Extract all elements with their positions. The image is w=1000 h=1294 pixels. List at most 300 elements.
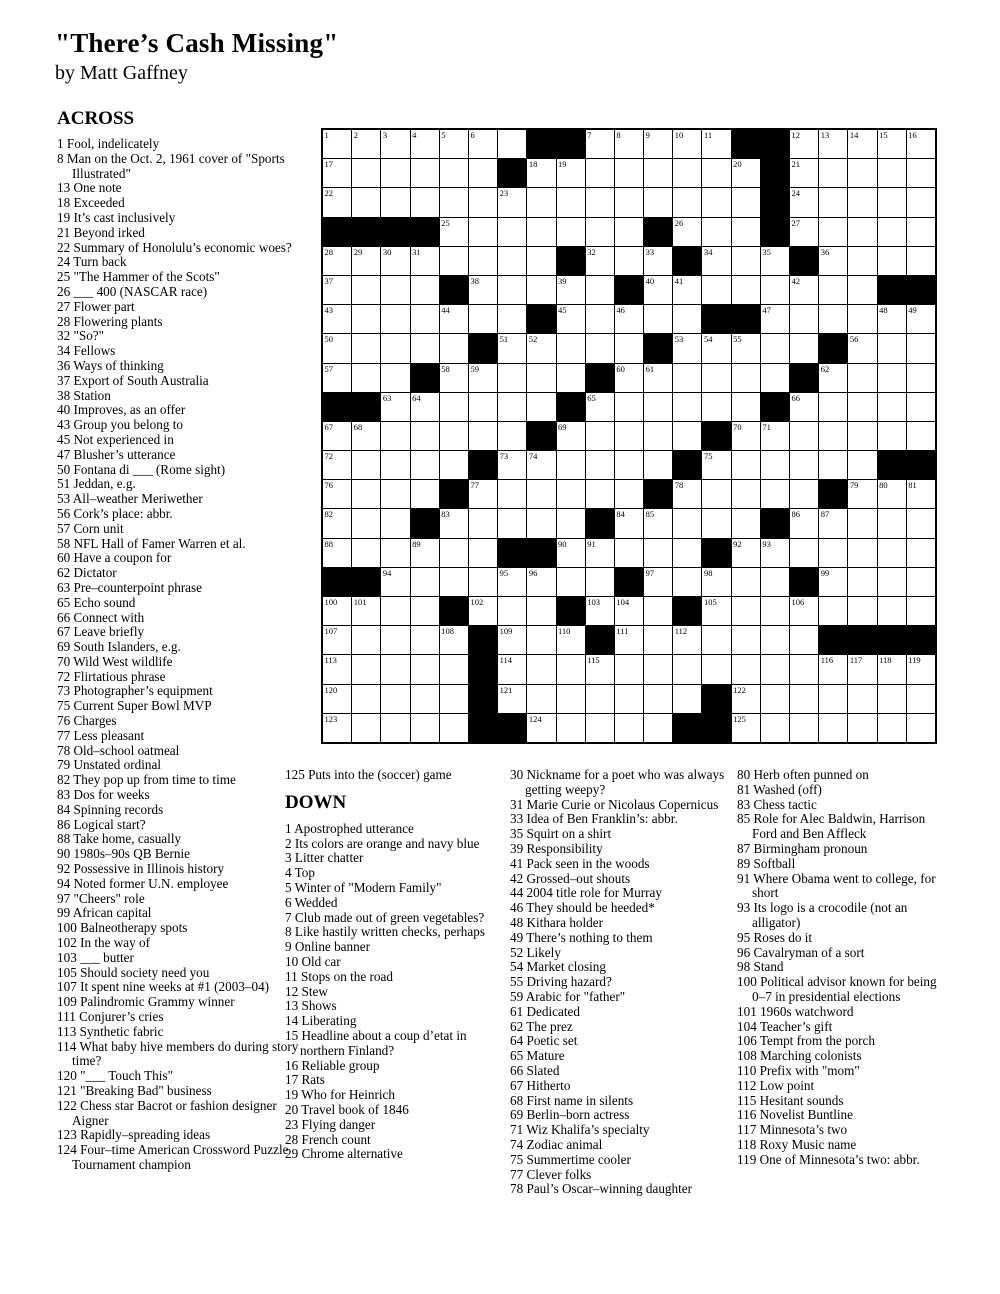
grid-cell-r20-c15[interactable] bbox=[732, 685, 760, 713]
grid-cell-r18-c11[interactable] bbox=[615, 626, 643, 654]
grid-cell-r10-c8[interactable] bbox=[527, 393, 555, 421]
grid-cell-r15-c21[interactable] bbox=[907, 539, 935, 567]
grid-cell-r10-c21[interactable] bbox=[907, 393, 935, 421]
grid-cell-r5-c16[interactable] bbox=[761, 247, 789, 275]
grid-cell-r11-c1[interactable] bbox=[323, 422, 351, 450]
grid-cell-r2-c13[interactable] bbox=[673, 159, 701, 187]
grid-cell-r15-c16[interactable] bbox=[761, 539, 789, 567]
grid-cell-r17-c6[interactable] bbox=[469, 597, 497, 625]
grid-cell-r6-c19[interactable] bbox=[848, 276, 876, 304]
grid-cell-r14-c7[interactable] bbox=[498, 509, 526, 537]
grid-cell-r19-c5[interactable] bbox=[440, 655, 468, 683]
grid-cell-r4-c14[interactable] bbox=[702, 218, 730, 246]
grid-cell-r12-c3[interactable] bbox=[381, 451, 409, 479]
grid-cell-r19-c1[interactable] bbox=[323, 655, 351, 683]
grid-cell-r2-c2[interactable] bbox=[352, 159, 380, 187]
grid-cell-r5-c18[interactable] bbox=[819, 247, 847, 275]
grid-cell-r8-c9[interactable] bbox=[557, 334, 585, 362]
grid-cell-r9-c7[interactable] bbox=[498, 364, 526, 392]
grid-cell-r12-c9[interactable] bbox=[557, 451, 585, 479]
grid-cell-r9-c15[interactable] bbox=[732, 364, 760, 392]
crossword-grid[interactable] bbox=[321, 128, 937, 744]
grid-cell-r7-c17[interactable] bbox=[790, 305, 818, 333]
grid-cell-r6-c4[interactable] bbox=[411, 276, 439, 304]
grid-cell-r3-c18[interactable] bbox=[819, 188, 847, 216]
grid-cell-r12-c8[interactable] bbox=[527, 451, 555, 479]
grid-cell-r5-c3[interactable] bbox=[381, 247, 409, 275]
grid-cell-r11-c13[interactable] bbox=[673, 422, 701, 450]
grid-cell-r4-c21[interactable] bbox=[907, 218, 935, 246]
grid-cell-r13-c1[interactable] bbox=[323, 480, 351, 508]
grid-cell-r21-c19[interactable] bbox=[848, 714, 876, 742]
grid-cell-r10-c12[interactable] bbox=[644, 393, 672, 421]
grid-cell-r10-c10[interactable] bbox=[586, 393, 614, 421]
grid-cell-r18-c12[interactable] bbox=[644, 626, 672, 654]
grid-cell-r8-c16[interactable] bbox=[761, 334, 789, 362]
grid-cell-r12-c2[interactable] bbox=[352, 451, 380, 479]
grid-cell-r16-c12[interactable] bbox=[644, 568, 672, 596]
grid-cell-r1-c3[interactable] bbox=[381, 130, 409, 158]
grid-cell-r17-c7[interactable] bbox=[498, 597, 526, 625]
grid-cell-r20-c7[interactable] bbox=[498, 685, 526, 713]
grid-cell-r9-c19[interactable] bbox=[848, 364, 876, 392]
grid-cell-r4-c7[interactable] bbox=[498, 218, 526, 246]
grid-cell-r1-c7[interactable] bbox=[498, 130, 526, 158]
grid-cell-r8-c17[interactable] bbox=[790, 334, 818, 362]
grid-cell-r13-c6[interactable] bbox=[469, 480, 497, 508]
grid-cell-r9-c12[interactable] bbox=[644, 364, 672, 392]
grid-cell-r17-c8[interactable] bbox=[527, 597, 555, 625]
grid-cell-r16-c6[interactable] bbox=[469, 568, 497, 596]
grid-cell-r6-c3[interactable] bbox=[381, 276, 409, 304]
grid-cell-r8-c21[interactable] bbox=[907, 334, 935, 362]
grid-cell-r8-c15[interactable] bbox=[732, 334, 760, 362]
grid-cell-r13-c11[interactable] bbox=[615, 480, 643, 508]
grid-cell-r1-c17[interactable] bbox=[790, 130, 818, 158]
grid-cell-r14-c5[interactable] bbox=[440, 509, 468, 537]
grid-cell-r13-c3[interactable] bbox=[381, 480, 409, 508]
grid-cell-r16-c14[interactable] bbox=[702, 568, 730, 596]
grid-cell-r20-c11[interactable] bbox=[615, 685, 643, 713]
grid-cell-r19-c20[interactable] bbox=[878, 655, 906, 683]
grid-cell-r12-c4[interactable] bbox=[411, 451, 439, 479]
grid-cell-r11-c15[interactable] bbox=[732, 422, 760, 450]
grid-cell-r3-c1[interactable] bbox=[323, 188, 351, 216]
grid-cell-r1-c10[interactable] bbox=[586, 130, 614, 158]
grid-cell-r14-c8[interactable] bbox=[527, 509, 555, 537]
grid-cell-r15-c12[interactable] bbox=[644, 539, 672, 567]
grid-cell-r10-c20[interactable] bbox=[878, 393, 906, 421]
grid-cell-r5-c5[interactable] bbox=[440, 247, 468, 275]
grid-cell-r10-c3[interactable] bbox=[381, 393, 409, 421]
grid-cell-r3-c4[interactable] bbox=[411, 188, 439, 216]
grid-cell-r4-c13[interactable] bbox=[673, 218, 701, 246]
grid-cell-r21-c8[interactable] bbox=[527, 714, 555, 742]
grid-cell-r17-c3[interactable] bbox=[381, 597, 409, 625]
grid-cell-r12-c16[interactable] bbox=[761, 451, 789, 479]
grid-cell-r15-c18[interactable] bbox=[819, 539, 847, 567]
grid-cell-r12-c10[interactable] bbox=[586, 451, 614, 479]
grid-cell-r19-c7[interactable] bbox=[498, 655, 526, 683]
grid-cell-r20-c19[interactable] bbox=[848, 685, 876, 713]
grid-cell-r12-c1[interactable] bbox=[323, 451, 351, 479]
grid-cell-r16-c21[interactable] bbox=[907, 568, 935, 596]
grid-cell-r21-c4[interactable] bbox=[411, 714, 439, 742]
grid-cell-r2-c4[interactable] bbox=[411, 159, 439, 187]
grid-cell-r4-c8[interactable] bbox=[527, 218, 555, 246]
grid-cell-r3-c19[interactable] bbox=[848, 188, 876, 216]
grid-cell-r15-c15[interactable] bbox=[732, 539, 760, 567]
grid-cell-r11-c4[interactable] bbox=[411, 422, 439, 450]
grid-cell-r15-c9[interactable] bbox=[557, 539, 585, 567]
grid-cell-r7-c13[interactable] bbox=[673, 305, 701, 333]
grid-cell-r8-c2[interactable] bbox=[352, 334, 380, 362]
grid-cell-r15-c11[interactable] bbox=[615, 539, 643, 567]
grid-cell-r9-c20[interactable] bbox=[878, 364, 906, 392]
grid-cell-r7-c7[interactable] bbox=[498, 305, 526, 333]
grid-cell-r12-c5[interactable] bbox=[440, 451, 468, 479]
grid-cell-r18-c3[interactable] bbox=[381, 626, 409, 654]
grid-cell-r21-c21[interactable] bbox=[907, 714, 935, 742]
grid-cell-r20-c5[interactable] bbox=[440, 685, 468, 713]
grid-cell-r11-c3[interactable] bbox=[381, 422, 409, 450]
grid-cell-r18-c9[interactable] bbox=[557, 626, 585, 654]
grid-cell-r7-c9[interactable] bbox=[557, 305, 585, 333]
grid-cell-r20-c1[interactable] bbox=[323, 685, 351, 713]
grid-cell-r17-c20[interactable] bbox=[878, 597, 906, 625]
grid-cell-r9-c6[interactable] bbox=[469, 364, 497, 392]
grid-cell-r16-c3[interactable] bbox=[381, 568, 409, 596]
grid-cell-r7-c16[interactable] bbox=[761, 305, 789, 333]
grid-cell-r20-c10[interactable] bbox=[586, 685, 614, 713]
grid-cell-r6-c18[interactable] bbox=[819, 276, 847, 304]
grid-cell-r16-c15[interactable] bbox=[732, 568, 760, 596]
grid-cell-r2-c14[interactable] bbox=[702, 159, 730, 187]
grid-cell-r16-c18[interactable] bbox=[819, 568, 847, 596]
grid-cell-r16-c8[interactable] bbox=[527, 568, 555, 596]
grid-cell-r12-c11[interactable] bbox=[615, 451, 643, 479]
grid-cell-r16-c5[interactable] bbox=[440, 568, 468, 596]
grid-cell-r17-c11[interactable] bbox=[615, 597, 643, 625]
grid-cell-r2-c18[interactable] bbox=[819, 159, 847, 187]
grid-cell-r14-c1[interactable] bbox=[323, 509, 351, 537]
grid-cell-r21-c11[interactable] bbox=[615, 714, 643, 742]
grid-cell-r3-c21[interactable] bbox=[907, 188, 935, 216]
grid-cell-r3-c20[interactable] bbox=[878, 188, 906, 216]
grid-cell-r2-c19[interactable] bbox=[848, 159, 876, 187]
grid-cell-r16-c19[interactable] bbox=[848, 568, 876, 596]
grid-cell-r19-c21[interactable] bbox=[907, 655, 935, 683]
grid-cell-r6-c13[interactable] bbox=[673, 276, 701, 304]
grid-cell-r14-c14[interactable] bbox=[702, 509, 730, 537]
grid-cell-r6-c16[interactable] bbox=[761, 276, 789, 304]
grid-cell-r1-c11[interactable] bbox=[615, 130, 643, 158]
grid-cell-r14-c20[interactable] bbox=[878, 509, 906, 537]
grid-cell-r20-c8[interactable] bbox=[527, 685, 555, 713]
grid-cell-r18-c1[interactable] bbox=[323, 626, 351, 654]
grid-cell-r3-c12[interactable] bbox=[644, 188, 672, 216]
grid-cell-r17-c12[interactable] bbox=[644, 597, 672, 625]
grid-cell-r5-c6[interactable] bbox=[469, 247, 497, 275]
grid-cell-r13-c8[interactable] bbox=[527, 480, 555, 508]
grid-cell-r19-c3[interactable] bbox=[381, 655, 409, 683]
grid-cell-r18-c2[interactable] bbox=[352, 626, 380, 654]
grid-cell-r19-c8[interactable] bbox=[527, 655, 555, 683]
grid-cell-r20-c20[interactable] bbox=[878, 685, 906, 713]
grid-cell-r20-c16[interactable] bbox=[761, 685, 789, 713]
grid-cell-r3-c7[interactable] bbox=[498, 188, 526, 216]
grid-cell-r19-c12[interactable] bbox=[644, 655, 672, 683]
grid-cell-r9-c9[interactable] bbox=[557, 364, 585, 392]
grid-cell-r10-c15[interactable] bbox=[732, 393, 760, 421]
grid-cell-r15-c2[interactable] bbox=[352, 539, 380, 567]
grid-cell-r10-c11[interactable] bbox=[615, 393, 643, 421]
grid-cell-r17-c10[interactable] bbox=[586, 597, 614, 625]
grid-cell-r6-c14[interactable] bbox=[702, 276, 730, 304]
grid-cell-r21-c9[interactable] bbox=[557, 714, 585, 742]
grid-cell-r20-c12[interactable] bbox=[644, 685, 672, 713]
grid-cell-r13-c21[interactable] bbox=[907, 480, 935, 508]
grid-cell-r20-c4[interactable] bbox=[411, 685, 439, 713]
grid-cell-r9-c2[interactable] bbox=[352, 364, 380, 392]
grid-cell-r1-c14[interactable] bbox=[702, 130, 730, 158]
grid-cell-r21-c3[interactable] bbox=[381, 714, 409, 742]
grid-cell-r1-c21[interactable] bbox=[907, 130, 935, 158]
grid-cell-r2-c21[interactable] bbox=[907, 159, 935, 187]
grid-cell-r3-c14[interactable] bbox=[702, 188, 730, 216]
grid-cell-r14-c17[interactable] bbox=[790, 509, 818, 537]
grid-cell-r19-c9[interactable] bbox=[557, 655, 585, 683]
grid-cell-r21-c15[interactable] bbox=[732, 714, 760, 742]
grid-cell-r6-c6[interactable] bbox=[469, 276, 497, 304]
grid-cell-r13-c9[interactable] bbox=[557, 480, 585, 508]
grid-cell-r14-c9[interactable] bbox=[557, 509, 585, 537]
grid-cell-r2-c8[interactable] bbox=[527, 159, 555, 187]
grid-cell-r9-c18[interactable] bbox=[819, 364, 847, 392]
grid-cell-r21-c20[interactable] bbox=[878, 714, 906, 742]
grid-cell-r15-c3[interactable] bbox=[381, 539, 409, 567]
grid-cell-r6-c12[interactable] bbox=[644, 276, 672, 304]
grid-cell-r2-c3[interactable] bbox=[381, 159, 409, 187]
grid-cell-r8-c3[interactable] bbox=[381, 334, 409, 362]
grid-cell-r21-c17[interactable] bbox=[790, 714, 818, 742]
grid-cell-r11-c9[interactable] bbox=[557, 422, 585, 450]
grid-cell-r7-c5[interactable] bbox=[440, 305, 468, 333]
grid-cell-r8-c4[interactable] bbox=[411, 334, 439, 362]
grid-cell-r3-c3[interactable] bbox=[381, 188, 409, 216]
grid-cell-r11-c17[interactable] bbox=[790, 422, 818, 450]
grid-cell-r11-c20[interactable] bbox=[878, 422, 906, 450]
grid-cell-r20-c9[interactable] bbox=[557, 685, 585, 713]
grid-cell-r7-c1[interactable] bbox=[323, 305, 351, 333]
grid-cell-r15-c17[interactable] bbox=[790, 539, 818, 567]
grid-cell-r18-c8[interactable] bbox=[527, 626, 555, 654]
grid-cell-r18-c17[interactable] bbox=[790, 626, 818, 654]
grid-cell-r21-c16[interactable] bbox=[761, 714, 789, 742]
grid-cell-r10-c18[interactable] bbox=[819, 393, 847, 421]
grid-cell-r7-c3[interactable] bbox=[381, 305, 409, 333]
grid-cell-r5-c20[interactable] bbox=[878, 247, 906, 275]
grid-cell-r5-c8[interactable] bbox=[527, 247, 555, 275]
grid-cell-r9-c11[interactable] bbox=[615, 364, 643, 392]
grid-cell-r3-c6[interactable] bbox=[469, 188, 497, 216]
grid-cell-r13-c17[interactable] bbox=[790, 480, 818, 508]
grid-cell-r6-c17[interactable] bbox=[790, 276, 818, 304]
grid-cell-r5-c4[interactable] bbox=[411, 247, 439, 275]
grid-cell-r13-c15[interactable] bbox=[732, 480, 760, 508]
grid-cell-r3-c13[interactable] bbox=[673, 188, 701, 216]
grid-cell-r16-c4[interactable] bbox=[411, 568, 439, 596]
grid-cell-r14-c15[interactable] bbox=[732, 509, 760, 537]
grid-cell-r2-c17[interactable] bbox=[790, 159, 818, 187]
grid-cell-r11-c18[interactable] bbox=[819, 422, 847, 450]
grid-cell-r11-c12[interactable] bbox=[644, 422, 672, 450]
grid-cell-r11-c11[interactable] bbox=[615, 422, 643, 450]
grid-cell-r11-c6[interactable] bbox=[469, 422, 497, 450]
grid-cell-r21-c2[interactable] bbox=[352, 714, 380, 742]
grid-cell-r19-c14[interactable] bbox=[702, 655, 730, 683]
grid-cell-r16-c9[interactable] bbox=[557, 568, 585, 596]
grid-cell-r13-c16[interactable] bbox=[761, 480, 789, 508]
grid-cell-r4-c17[interactable] bbox=[790, 218, 818, 246]
grid-cell-r6-c9[interactable] bbox=[557, 276, 585, 304]
grid-cell-r7-c21[interactable] bbox=[907, 305, 935, 333]
grid-cell-r21-c12[interactable] bbox=[644, 714, 672, 742]
grid-cell-r9-c21[interactable] bbox=[907, 364, 935, 392]
grid-cell-r15-c4[interactable] bbox=[411, 539, 439, 567]
grid-cell-r15-c1[interactable] bbox=[323, 539, 351, 567]
grid-cell-r20-c3[interactable] bbox=[381, 685, 409, 713]
grid-cell-r1-c12[interactable] bbox=[644, 130, 672, 158]
grid-cell-r4-c15[interactable] bbox=[732, 218, 760, 246]
grid-cell-r14-c19[interactable] bbox=[848, 509, 876, 537]
grid-cell-r14-c18[interactable] bbox=[819, 509, 847, 537]
grid-cell-r2-c1[interactable] bbox=[323, 159, 351, 187]
grid-cell-r1-c2[interactable] bbox=[352, 130, 380, 158]
grid-cell-r12-c12[interactable] bbox=[644, 451, 672, 479]
grid-cell-r8-c10[interactable] bbox=[586, 334, 614, 362]
grid-cell-r1-c19[interactable] bbox=[848, 130, 876, 158]
grid-cell-r19-c18[interactable] bbox=[819, 655, 847, 683]
grid-cell-r8-c20[interactable] bbox=[878, 334, 906, 362]
grid-cell-r7-c18[interactable] bbox=[819, 305, 847, 333]
grid-cell-r19-c19[interactable] bbox=[848, 655, 876, 683]
grid-cell-r5-c21[interactable] bbox=[907, 247, 935, 275]
grid-cell-r8-c11[interactable] bbox=[615, 334, 643, 362]
grid-cell-r7-c12[interactable] bbox=[644, 305, 672, 333]
grid-cell-r6-c2[interactable] bbox=[352, 276, 380, 304]
grid-cell-r19-c2[interactable] bbox=[352, 655, 380, 683]
grid-cell-r1-c4[interactable] bbox=[411, 130, 439, 158]
grid-cell-r13-c10[interactable] bbox=[586, 480, 614, 508]
grid-cell-r5-c11[interactable] bbox=[615, 247, 643, 275]
grid-cell-r17-c21[interactable] bbox=[907, 597, 935, 625]
grid-cell-r5-c12[interactable] bbox=[644, 247, 672, 275]
grid-cell-r5-c1[interactable] bbox=[323, 247, 351, 275]
grid-cell-r1-c20[interactable] bbox=[878, 130, 906, 158]
grid-cell-r17-c19[interactable] bbox=[848, 597, 876, 625]
grid-cell-r4-c18[interactable] bbox=[819, 218, 847, 246]
grid-cell-r19-c4[interactable] bbox=[411, 655, 439, 683]
grid-cell-r2-c12[interactable] bbox=[644, 159, 672, 187]
grid-cell-r10-c14[interactable] bbox=[702, 393, 730, 421]
grid-cell-r19-c16[interactable] bbox=[761, 655, 789, 683]
grid-cell-r9-c1[interactable] bbox=[323, 364, 351, 392]
grid-cell-r11-c19[interactable] bbox=[848, 422, 876, 450]
grid-cell-r11-c10[interactable] bbox=[586, 422, 614, 450]
grid-cell-r13-c7[interactable] bbox=[498, 480, 526, 508]
grid-cell-r10-c17[interactable] bbox=[790, 393, 818, 421]
grid-cell-r16-c13[interactable] bbox=[673, 568, 701, 596]
grid-cell-r12-c7[interactable] bbox=[498, 451, 526, 479]
grid-cell-r9-c5[interactable] bbox=[440, 364, 468, 392]
grid-cell-r19-c11[interactable] bbox=[615, 655, 643, 683]
grid-cell-r9-c3[interactable] bbox=[381, 364, 409, 392]
grid-cell-r18-c13[interactable] bbox=[673, 626, 701, 654]
grid-cell-r8-c5[interactable] bbox=[440, 334, 468, 362]
grid-cell-r17-c18[interactable] bbox=[819, 597, 847, 625]
grid-cell-r21-c5[interactable] bbox=[440, 714, 468, 742]
grid-cell-r10-c4[interactable] bbox=[411, 393, 439, 421]
grid-cell-r9-c14[interactable] bbox=[702, 364, 730, 392]
grid-cell-r14-c2[interactable] bbox=[352, 509, 380, 537]
grid-cell-r1-c13[interactable] bbox=[673, 130, 701, 158]
grid-cell-r12-c17[interactable] bbox=[790, 451, 818, 479]
grid-cell-r13-c4[interactable] bbox=[411, 480, 439, 508]
grid-cell-r19-c17[interactable] bbox=[790, 655, 818, 683]
grid-cell-r20-c2[interactable] bbox=[352, 685, 380, 713]
grid-cell-r15-c5[interactable] bbox=[440, 539, 468, 567]
grid-cell-r9-c13[interactable] bbox=[673, 364, 701, 392]
grid-cell-r2-c10[interactable] bbox=[586, 159, 614, 187]
grid-cell-r10-c7[interactable] bbox=[498, 393, 526, 421]
grid-cell-r14-c11[interactable] bbox=[615, 509, 643, 537]
grid-cell-r5-c10[interactable] bbox=[586, 247, 614, 275]
grid-cell-r19-c15[interactable] bbox=[732, 655, 760, 683]
grid-cell-r16-c16[interactable] bbox=[761, 568, 789, 596]
grid-cell-r17-c4[interactable] bbox=[411, 597, 439, 625]
grid-cell-r11-c21[interactable] bbox=[907, 422, 935, 450]
grid-cell-r2-c15[interactable] bbox=[732, 159, 760, 187]
grid-cell-r13-c2[interactable] bbox=[352, 480, 380, 508]
grid-cell-r16-c10[interactable] bbox=[586, 568, 614, 596]
grid-cell-r7-c2[interactable] bbox=[352, 305, 380, 333]
grid-cell-r3-c5[interactable] bbox=[440, 188, 468, 216]
grid-cell-r9-c8[interactable] bbox=[527, 364, 555, 392]
grid-cell-r2-c11[interactable] bbox=[615, 159, 643, 187]
grid-cell-r12-c15[interactable] bbox=[732, 451, 760, 479]
grid-cell-r8-c1[interactable] bbox=[323, 334, 351, 362]
grid-cell-r20-c13[interactable] bbox=[673, 685, 701, 713]
grid-cell-r16-c7[interactable] bbox=[498, 568, 526, 596]
grid-cell-r20-c18[interactable] bbox=[819, 685, 847, 713]
grid-cell-r20-c17[interactable] bbox=[790, 685, 818, 713]
grid-cell-r15-c20[interactable] bbox=[878, 539, 906, 567]
grid-cell-r3-c17[interactable] bbox=[790, 188, 818, 216]
grid-cell-r1-c1[interactable] bbox=[323, 130, 351, 158]
grid-cell-r17-c2[interactable] bbox=[352, 597, 380, 625]
grid-cell-r14-c13[interactable] bbox=[673, 509, 701, 537]
grid-cell-r8-c7[interactable] bbox=[498, 334, 526, 362]
grid-cell-r12-c18[interactable] bbox=[819, 451, 847, 479]
grid-cell-r18-c15[interactable] bbox=[732, 626, 760, 654]
grid-cell-r4-c5[interactable] bbox=[440, 218, 468, 246]
grid-cell-r7-c20[interactable] bbox=[878, 305, 906, 333]
grid-cell-r5-c19[interactable] bbox=[848, 247, 876, 275]
grid-cell-r8-c13[interactable] bbox=[673, 334, 701, 362]
grid-cell-r14-c3[interactable] bbox=[381, 509, 409, 537]
grid-cell-r7-c19[interactable] bbox=[848, 305, 876, 333]
